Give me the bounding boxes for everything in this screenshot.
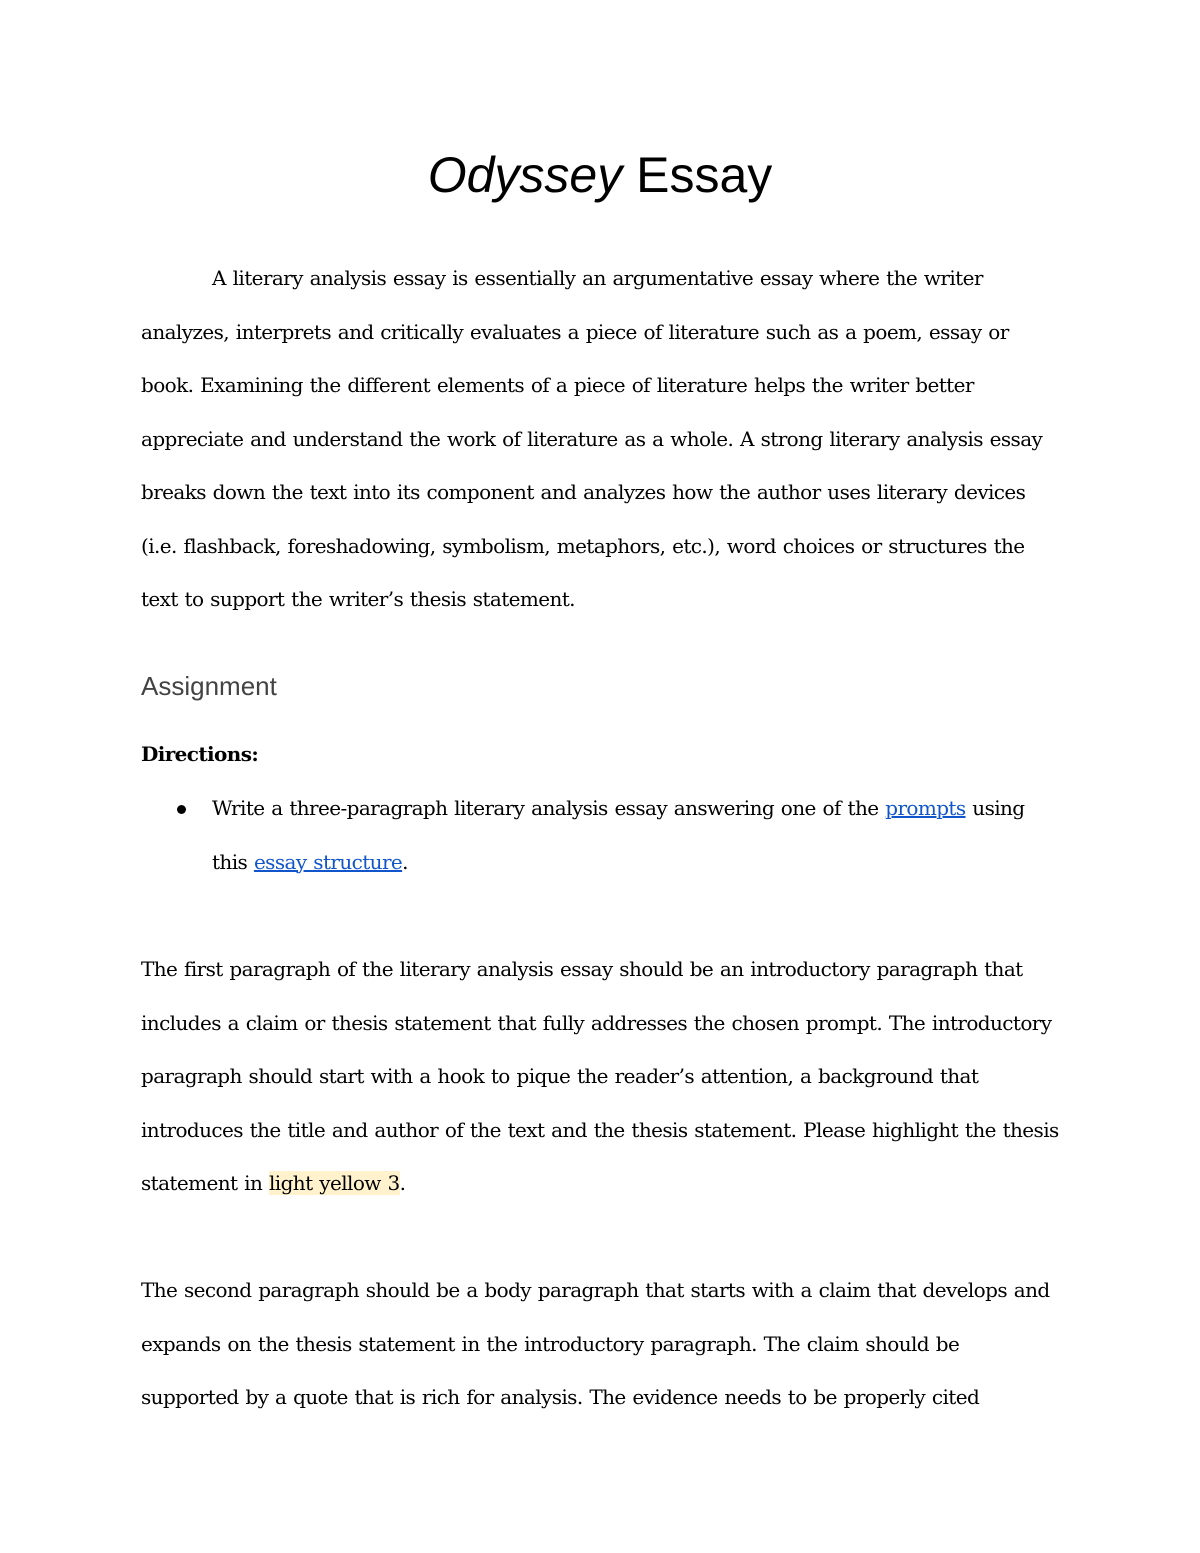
bullet-text-end: .: [402, 849, 408, 874]
directions-list: [141, 782, 1061, 889]
essay-structure-link[interactable]: essay structure: [253, 849, 403, 874]
paragraph-1-text: The first paragraph of the literary analysis essay should be an introductory paragraph that includes a claim or thesis statement that fully addresses the chosen prompt. The introductory paragraph should start with a hook to pique the reader’s attention, a background that introduces the title and author of the text and the thesis statement. Please highlight the thesis statement in: [141, 957, 1059, 1195]
prompts-link[interactable]: prompts: [885, 796, 966, 820]
list-item: [141, 782, 1061, 889]
bullet-dot-icon: [177, 805, 186, 814]
bullet-text-middle: using this: [212, 796, 1025, 874]
bullet-text-start: Write a three-paragraph literary analysis essay answering one of the: [212, 796, 886, 820]
paragraph-1-end: .: [399, 1171, 406, 1195]
section-heading-assignment: Assignment: [141, 671, 277, 701]
first-paragraph-instructions: [141, 943, 1061, 1211]
intro-paragraph: A literary analysis essay is essentially an argumentative essay where the writer analyzes, interprets and critically evaluates a piece of literature such as a poem, essay or book. Examining the different elements of a piece of literature helps the writer better appreciate and understand the work of literature as a whole. A strong literary analysis essay breaks down the text into its component and analyzes how the author uses literary devices (i.e. flashback, foreshadowing, symbolism, metaphors, etc.), word choices or structures the text to support the writer’s thesis statement.: [141, 266, 1043, 611]
title-rest-part: Essay: [622, 147, 773, 203]
second-paragraph-instructions: The second paragraph should be a body paragraph that starts with a claim that develops and expands on the thesis statement in the introductory paragraph. The claim should be supported by a quote that is rich for analysis. The evidence needs to be properly cited: [141, 1278, 1050, 1409]
highlighted-color-name: light yellow 3: [269, 1171, 400, 1195]
document-title: [0, 140, 1200, 210]
title-italic-part: Odyssey: [427, 147, 623, 203]
directions-label: Directions:: [141, 742, 259, 766]
